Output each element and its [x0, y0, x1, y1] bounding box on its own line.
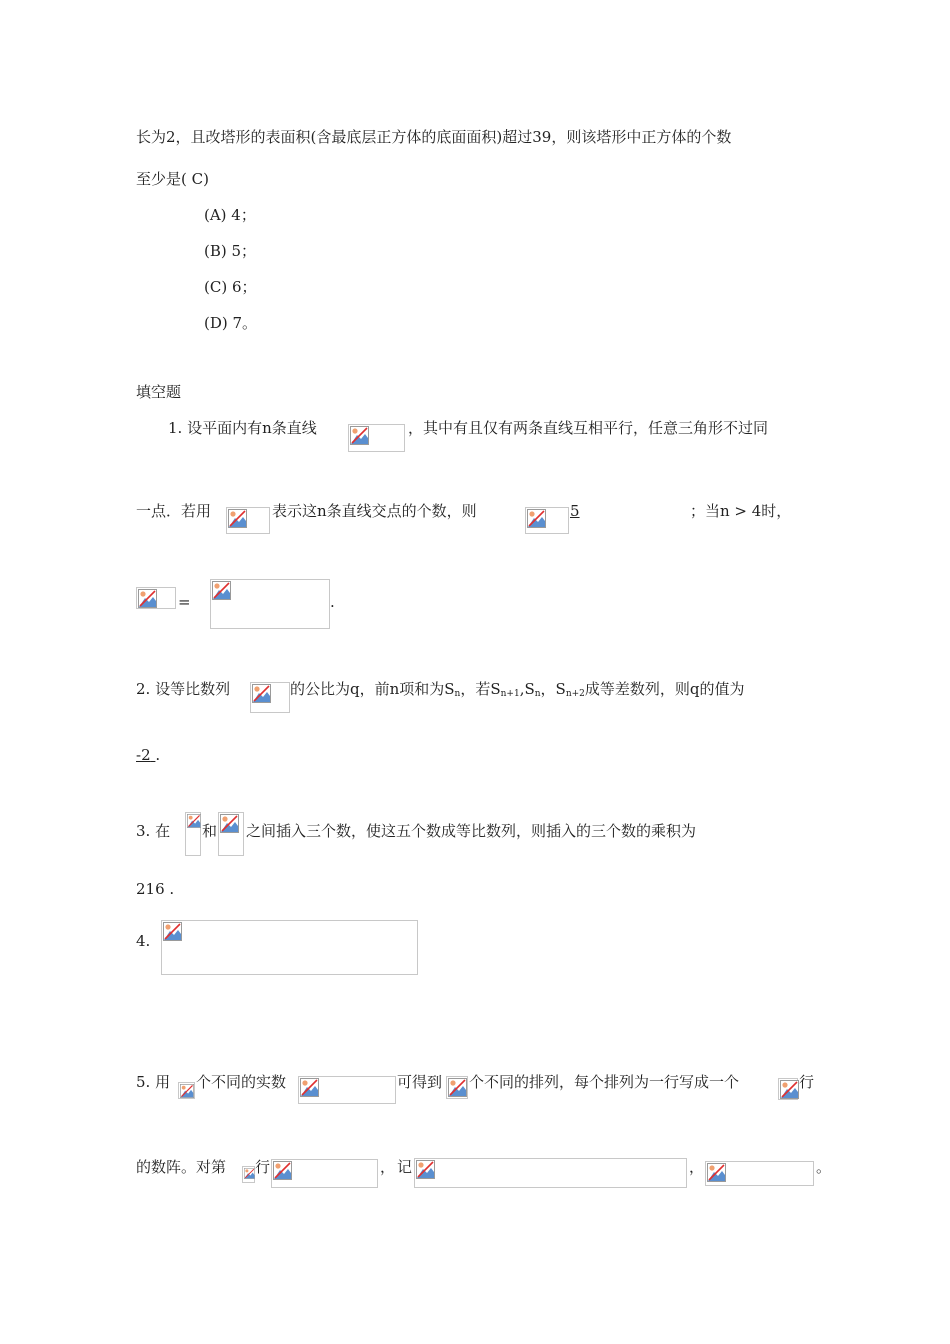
- formula-image: [226, 507, 270, 534]
- q5-end: 。: [816, 1158, 832, 1176]
- q3-answer: 216: [136, 880, 165, 898]
- q1-part-d: 表示这n条直线交点的个数，则: [272, 502, 477, 520]
- q5-part-h: 记: [397, 1158, 413, 1176]
- q5-part-a: 5. 用: [136, 1073, 171, 1091]
- broken-image-icon: [448, 1078, 467, 1097]
- intro-line-1: 长为2，且改塔形的表面积(含最底层正方体的底面面积)超过39，则该塔形中正方体的个数: [136, 128, 732, 146]
- option-b: (B) 5；: [204, 242, 257, 260]
- broken-image-icon: [180, 1084, 194, 1098]
- broken-image-icon: [350, 426, 369, 445]
- q2-answer-blank: -2 .: [136, 746, 161, 764]
- q5-comma-1: ，: [380, 1158, 396, 1176]
- formula-image: [525, 507, 569, 534]
- q2-answer: -2: [136, 746, 151, 764]
- broken-image-icon: [300, 1078, 319, 1097]
- q4-label: 4.: [136, 932, 151, 950]
- broken-image-icon: [252, 684, 271, 703]
- formula-image: [210, 579, 330, 629]
- q2-part-c: ，若S: [460, 680, 501, 698]
- broken-image-icon: [163, 922, 182, 941]
- section-title: 填空题: [136, 383, 182, 401]
- broken-image-icon: [780, 1080, 799, 1099]
- broken-image-icon: [187, 814, 201, 828]
- q5-part-f: 的数阵。对第: [136, 1158, 227, 1176]
- q1-part-b: ，其中有且仅有两条直线互相平行，任意三角形不过同: [408, 419, 769, 437]
- q1-answer-blank: [570, 501, 580, 521]
- q2-part-b: 的公比为q，前n项和为S: [290, 680, 455, 698]
- q3-answer-blank: 216 .: [136, 880, 175, 898]
- broken-image-icon: [138, 589, 157, 608]
- broken-image-icon: [707, 1163, 726, 1182]
- formula-image: [185, 812, 201, 856]
- q2-part-f: 成等差数列，则q的值为: [584, 680, 745, 698]
- option-d: (D) 7。: [204, 314, 258, 332]
- formula-image: [298, 1076, 396, 1104]
- formula-image: [242, 1166, 255, 1183]
- q1-blank-tail: .: [330, 593, 335, 611]
- intro-line-2: 至少是( C): [136, 170, 209, 188]
- formula-image: [161, 920, 418, 975]
- formula-image: [778, 1078, 798, 1100]
- formula-image: [250, 682, 290, 713]
- formula-image: [414, 1158, 687, 1188]
- formula-image: [348, 424, 405, 452]
- broken-image-icon: [220, 814, 239, 833]
- q2-sub-n: n: [454, 689, 461, 699]
- option-c: (C) 6；: [204, 278, 257, 296]
- broken-image-icon: [244, 1168, 255, 1179]
- formula-image: [271, 1159, 378, 1188]
- q2-part-e: ，S: [540, 680, 566, 698]
- broken-image-icon: [212, 581, 231, 600]
- q2-part-d: ,S: [519, 680, 535, 698]
- q1-answer: 5: [570, 502, 580, 520]
- q2-sub-n: n: [534, 689, 541, 699]
- formula-image: [218, 812, 244, 856]
- broken-image-icon: [416, 1160, 435, 1179]
- broken-image-icon: [273, 1161, 292, 1180]
- q2-sub-n1: n+1: [500, 689, 520, 699]
- formula-image: [446, 1076, 468, 1099]
- q1-equals: =: [178, 593, 191, 611]
- option-a: (A) 4；: [204, 206, 256, 224]
- q2-part-a: 2. 设等比数列: [136, 680, 231, 698]
- q5-part-b: 个不同的实数: [196, 1073, 287, 1091]
- broken-image-icon: [527, 509, 546, 528]
- q2-sub-n2: n+2: [565, 689, 585, 699]
- formula-image: [178, 1082, 195, 1099]
- q5-comma-2: ，: [689, 1158, 705, 1176]
- broken-image-icon: [228, 509, 247, 528]
- q2-text: [290, 679, 745, 704]
- q5-part-d: 个不同的排列，每个排列为一行写成一个: [469, 1073, 740, 1091]
- q1-part-e: ；当n > 4时，: [690, 502, 792, 520]
- formula-image: [136, 587, 176, 609]
- q5-part-e: 行: [799, 1073, 815, 1091]
- q1-part-a: 1. 设平面内有n条直线: [168, 419, 317, 437]
- q5-part-g: 行: [255, 1158, 271, 1176]
- q3-part-a: 3. 在: [136, 822, 171, 840]
- q3-part-c: 之间插入三个数，使这五个数成等比数列，则插入的三个数的乘积为: [246, 822, 697, 840]
- formula-image: [705, 1161, 814, 1186]
- q5-part-c: 可得到: [397, 1073, 443, 1091]
- q1-part-c: 一点．若用: [136, 502, 212, 520]
- q3-part-b: 和: [202, 822, 218, 840]
